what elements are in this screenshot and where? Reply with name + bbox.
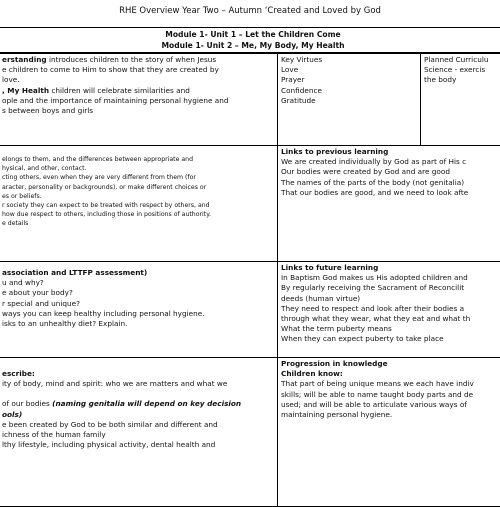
objective-line: es or beliefs.	[2, 192, 42, 200]
describe-line-1: ity of body, mind and spirit: who we are matters and what we	[2, 379, 228, 389]
assessment-question: ways you can keep healthy including personal hygiene.	[2, 308, 205, 318]
describe-line-2: of our bodies (naming genitalia will depend on key decision	[2, 399, 242, 409]
previous-learning-cell	[277, 145, 500, 262]
previous-learning-line: The names of the parts of the body (not genitalia)	[281, 177, 465, 187]
assessment-question: isks to an unhealthy diet? Explain.	[2, 319, 128, 329]
curriculum-line: Science - exercis	[424, 65, 486, 75]
progression-line: used; and will be able to articulate various ways of	[281, 399, 467, 409]
objective-line: elongs to them, and the differences between appropriate and	[2, 156, 194, 163]
key-virtues-cell	[277, 53, 421, 146]
key-virtues-heading: Key Virtues	[281, 55, 323, 64]
progression-subheading: Children know:	[281, 369, 343, 379]
progression-line: maintaining personal hygiene.	[281, 410, 393, 420]
module-unit-2-title: Module 1- Unit 2 – Me, My Body, My Health	[161, 41, 345, 50]
intro-line-3: love.	[2, 75, 20, 85]
intro-line-2: e children to come to Him to show that they are created by	[2, 65, 219, 75]
page-title: RHE Overview Year Two – Autumn ‘Created and Loved by God	[119, 6, 381, 16]
intro-cell	[0, 53, 278, 146]
objective-line: e details	[2, 220, 29, 228]
future-learning-line: deeds (human virtue)	[281, 293, 361, 303]
progression-heading: Progression in knowledge	[281, 359, 388, 368]
objective-line: how due respect to others, including those in positions of authority.	[2, 211, 211, 219]
progression-line: That part of being unique means we each have indiv	[281, 379, 474, 389]
describe-heading: escribe:	[2, 369, 35, 378]
future-learning-line: What the term puberty means	[281, 324, 392, 334]
intro-line-6: s between boys and girls	[2, 106, 94, 116]
previous-learning-line: We are created individually by God as part of His c	[281, 157, 467, 167]
virtue-item: Confidence	[281, 85, 323, 95]
assessment-heading: association and LTTFP assessment)	[2, 268, 148, 277]
objectives-cell	[0, 145, 278, 262]
planned-curriculum-heading: Planned Curriculu	[424, 55, 489, 64]
objective-line: cting others, even when they are very different from them (for	[2, 174, 196, 182]
describe-line-4: e been created by God to be both similar and different and	[2, 419, 218, 429]
describe-cell	[0, 357, 278, 507]
future-learning-line: When they can expect puberty to take place	[281, 334, 444, 344]
previous-learning-line: Our bodies were created by God and are good	[281, 167, 450, 177]
assessment-cell	[0, 261, 278, 358]
objective-line: aracter, personality or backgrounds), or make different choices or	[2, 183, 207, 191]
virtue-item: Love	[281, 65, 299, 75]
future-learning-line: By regularly receiving the Sacrament of Reconcilit	[281, 283, 465, 293]
intro-line-4: , My Health children will celebrate similarities and	[2, 85, 190, 95]
planned-curriculum-cell	[420, 53, 500, 146]
previous-learning-heading: Links to previous learning	[281, 147, 389, 156]
intro-line-1: erstanding introduces children to the story of when Jesus	[2, 55, 217, 64]
objective-line: hysical, and other, contact.	[2, 165, 87, 173]
future-learning-cell	[277, 261, 500, 358]
objective-line: r society they can expect to be treated with respect by others, and	[2, 202, 210, 210]
future-learning-line: In Baptism God makes us His adopted children and	[281, 273, 468, 283]
virtue-item: Prayer	[281, 75, 305, 85]
previous-learning-line: That our bodies are good, and we need to look afte	[281, 187, 469, 197]
virtue-item: Gratitude	[281, 95, 316, 105]
future-learning-line: through what they wear, what they eat and what th	[281, 314, 471, 324]
describe-line-3: ools)	[2, 409, 23, 419]
describe-line-5: ichness of the human family	[2, 430, 106, 440]
future-learning-heading: Links to future learning	[281, 263, 379, 272]
future-learning-line: They need to respect and look after their bodies a	[281, 303, 465, 313]
assessment-question: e about your body?	[2, 288, 73, 298]
assessment-question: u and why?	[2, 278, 44, 288]
progression-cell	[277, 357, 500, 507]
describe-line-6: lthy lifestyle, including physical activity, dental health and	[2, 440, 216, 450]
assessment-question: r special and unique?	[2, 298, 81, 308]
curriculum-line: the body	[424, 75, 457, 85]
progression-line: skills; will be able to name taught body parts and de	[281, 389, 474, 399]
module-header	[0, 27, 500, 53]
intro-line-5: ople and the importance of maintaining personal hygiene and	[2, 95, 229, 105]
module-unit-1-title: Module 1- Unit 1 – Let the Children Come	[165, 30, 341, 39]
